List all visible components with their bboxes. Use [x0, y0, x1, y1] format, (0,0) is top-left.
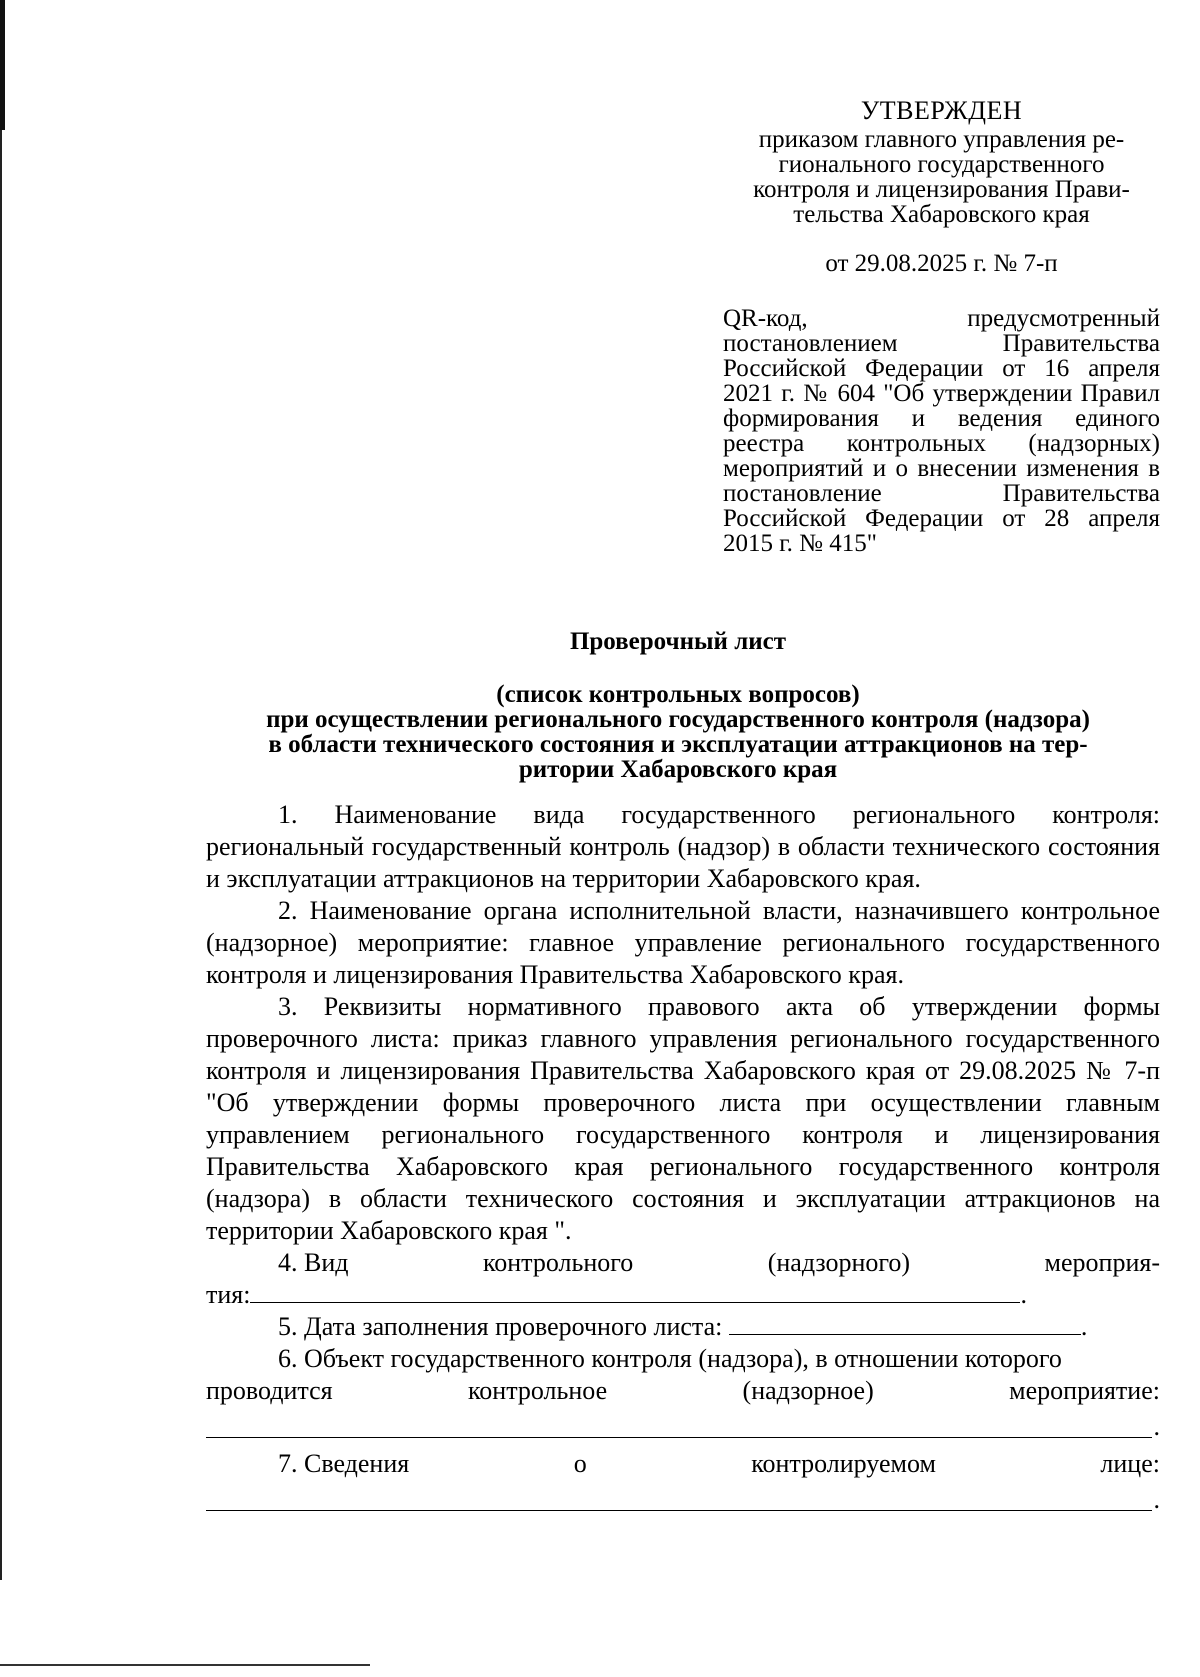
title-main: Проверочный лист — [569, 628, 787, 655]
item-6-word: контрольное — [467, 1376, 608, 1405]
item-7-word: 7. Сведения — [278, 1449, 410, 1478]
item-4-field-line: тия: . — [206, 1280, 1027, 1309]
approval-line: приказом главного управления ре- — [758, 126, 1125, 153]
item-7-word: лице: — [1100, 1449, 1160, 1478]
item-7-word: контролируемом — [751, 1449, 936, 1478]
item-6-word: проводится — [206, 1376, 333, 1405]
title-sub — [196, 682, 1160, 782]
item-2: 2. Наименование органа исполнительной власти, назначившего контрольное (надзорное) мероприятие: главное управление регионального государственного контроля и лицензирования Правительства Хабаровского края. — [206, 896, 1160, 989]
item-5-line: 5. Дата заполнения проверочного листа: . — [278, 1312, 1088, 1341]
item-4-tail: тия: — [206, 1280, 251, 1309]
control-object-field[interactable]: . — [206, 1407, 1152, 1438]
approval-date: от 29.08.2025 г. № 7-п — [825, 250, 1058, 277]
approval-heading: УТВЕРЖДЕН — [860, 96, 1023, 125]
item-4-word: 4. Вид — [278, 1248, 349, 1277]
item-5-label: 5. Дата заполнения проверочного листа: — [278, 1312, 723, 1341]
approval-line: гионального государственного — [778, 151, 1105, 178]
qr-code-note: QR-код, предусмотренный постановлением Правительства Российской Федерации от 16 апреля 2021 г. № 604 "Об утверждении Правил формирования и ведения единого реестра контрольных (надзорных) мероприятий и о внесении изменения в постановление Правительства Российской Федерации от 28 апреля 2015 г. № 415" — [723, 305, 1160, 557]
title-sub-line: (список контрольных вопросов) — [496, 681, 860, 708]
item-4-word: (надзорного) — [767, 1248, 911, 1277]
approval-line: контроля и лицензирования Прави- — [753, 176, 1130, 203]
scan-bottom-line — [0, 1664, 370, 1666]
item-6-word: мероприятие: — [1009, 1376, 1160, 1405]
fill-date-field[interactable] — [729, 1312, 1081, 1335]
item-6-words — [206, 1375, 1160, 1407]
scan-edge-mark — [0, 0, 5, 130]
approval-stamp — [723, 98, 1160, 276]
scan-edge-line — [0, 130, 2, 1580]
item-7-line — [206, 1448, 1160, 1480]
title-sub-line: ритории Хабаровского края — [518, 756, 838, 783]
item-4-line — [206, 1247, 1160, 1279]
document-body — [206, 799, 1160, 1514]
control-type-field[interactable] — [250, 1280, 1020, 1303]
item-1: 1. Наименование вида государственного регионального контроля: региональный государственный контроль (надзор) в области технического состояния и эксплуатации аттракционов на территории Хабаровского края. — [206, 800, 1160, 893]
approval-line: тельства Хабаровского края — [793, 201, 1090, 228]
item-6-word: (надзорное) — [742, 1376, 874, 1405]
document-title — [196, 628, 1160, 782]
item-4-word: мероприя- — [1044, 1248, 1160, 1277]
title-sub-line: в области технического состояния и эксплуатации аттракционов на тер- — [268, 731, 1088, 758]
item-6-line: 6. Объект государственного контроля (надзора), в отношении которого — [278, 1344, 1062, 1373]
item-3: 3. Реквизиты нормативного правового акта об утверждении формы проверочного листа: приказ главного управления регионального государственного контроля и лицензирования Правительства Хабаровского края от 29.08.2025 № 7-п "Об утверждении формы проверочного листа при осуществлении главным управлением регионального государственного контроля и лицензирования Правительства Хабаровского края регионального государственного контроля (надзора) в области технического состояния и эксплуатации аттракционов на территории Хабаровского края ". — [206, 992, 1160, 1245]
item-4-word: контрольного — [482, 1248, 634, 1277]
controlled-person-field[interactable]: . — [206, 1480, 1152, 1511]
item-7-word: о — [573, 1449, 587, 1478]
title-sub-line: при осуществлении регионального государственного контроля (надзора) — [266, 706, 1090, 733]
